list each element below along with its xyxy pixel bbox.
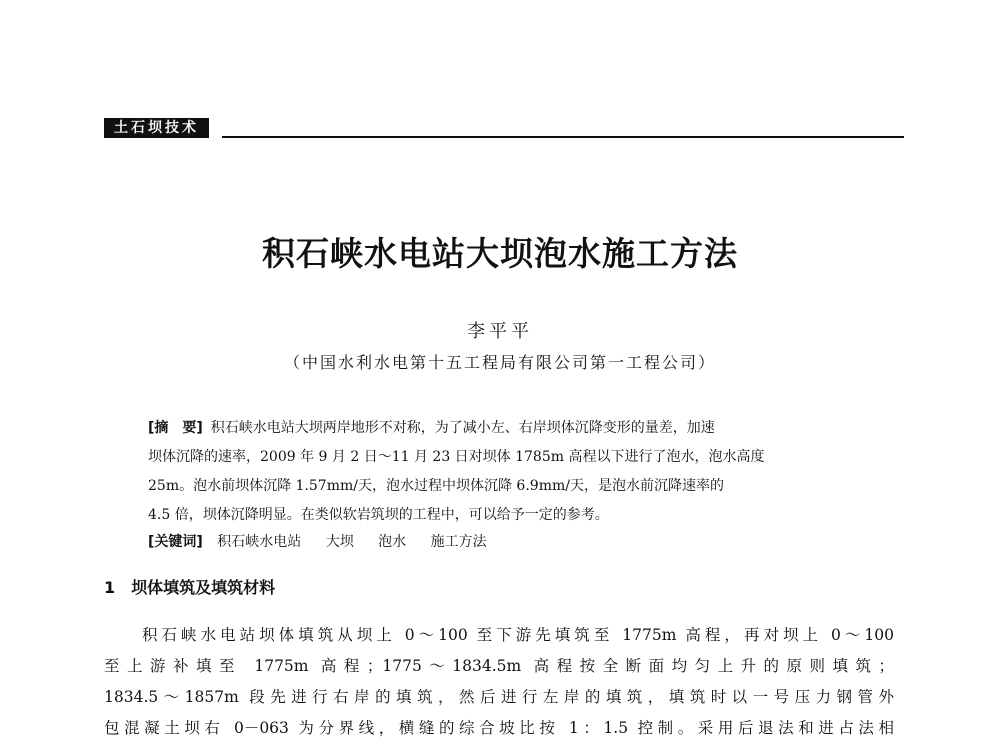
abstract-line: 25m。泡水前坝体沉降 1.57mm/天，泡水过程中坝体沉降 6.9mm/天，是泡水前沉降速率的 [148,478,724,494]
header-rule [222,136,904,138]
author-affiliation: （中国水利水电第十五工程局有限公司第一工程公司） [283,353,716,372]
article-author: 李平平 [467,321,533,342]
abstract [148,414,868,530]
abstract-line: 坝体沉降的速率，2009 年 9 月 2 日～11 月 23 日对坝体 1785m 高程以下进行了泡水，泡水高度 [148,449,765,465]
body-line: 积石峡水电站坝体填筑从坝上 0～100 至下游先填筑至 1775m 高程，再对坝上 0～100 [142,626,894,644]
body-line: 包混凝土坝右 0－063 为分界线，横缝的综合坡比按 1：1.5 控制。采用后退法和进占法相 [104,719,894,737]
body-line: 1834.5～1857m 段先进行右岸的填筑，然后进行左岸的填筑，填筑时以一号压力钢管外 [104,688,894,706]
abstract-line: 4.5 倍，坝体沉降明显。在类似软岩筑坝的工程中，可以给予一定的参考。 [148,507,609,523]
section-title: 坝体填筑及填筑材料 [131,578,276,597]
keyword: 泡水 [378,534,407,550]
body-paragraph [104,620,894,744]
keywords-label: [关键词] [148,534,203,550]
section-number: 1 [104,578,116,597]
column-header [104,118,904,140]
keyword: 积石峡水电站 [217,534,302,550]
keyword: 施工方法 [430,534,487,550]
section-heading [104,575,275,598]
column-tag: 土石坝技术 [104,118,209,138]
keyword: 大坝 [325,534,354,550]
abstract-text: 积石峡水电站大坝两岸地形不对称，为了减小左、右岸坝体沉降变形的量差，加速 [210,420,715,436]
keywords [148,530,507,554]
abstract-label: [摘 要] [148,420,203,436]
abstract-line [148,414,868,443]
article-title: 积石峡水电站大坝泡水施工方法 [262,234,738,273]
body-line: 至上游补填至 1775m 高程；1775～1834.5m 高程按全断面均匀上升的原则填筑； [104,657,894,675]
